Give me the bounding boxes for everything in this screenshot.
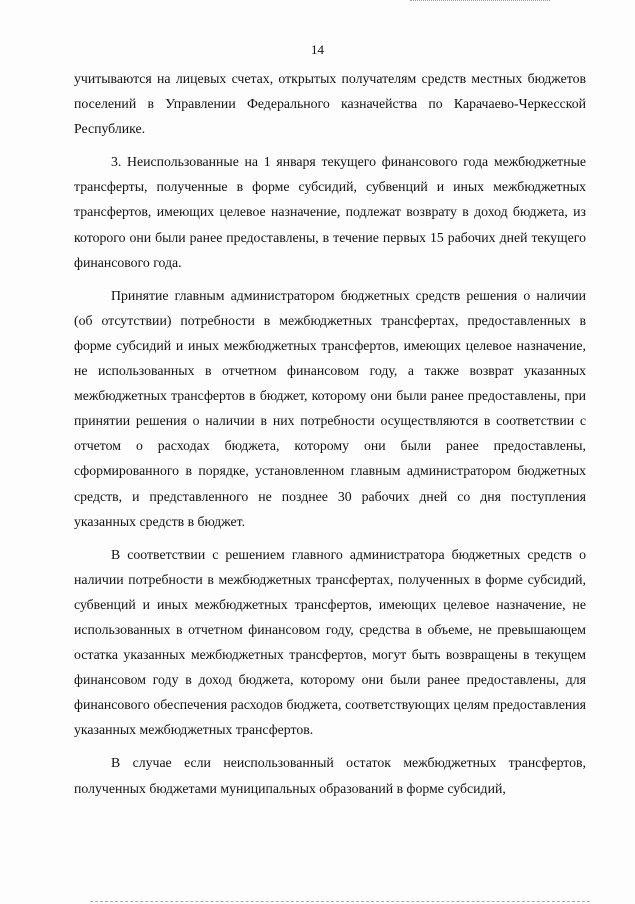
paragraph-return-funds: В соответствии с решением главного администратора бюджетных средств о наличии потребности в межбюджетных трансфертах, полученных в форме субсидий, субвенций и иных межбюджетных трансфертов, имеющих целевое назначение, не использованных в отчетном финансовом году, средства в объеме, не превышающем остатка указанных межбюджетных трансфертов, могут быть возвращены в текущем финансовом году в доход бюджета, которому они были ранее предоставлены, для финансового обеспечения расходов бюджета, соответствующих целям предоставления указанных межбюджетных трансфертов. — [74, 546, 586, 738]
paragraph-unused-remainder: В случае если неиспользованный остаток межбюджетных трансфертов, полученных бюджетами муниципальных образований в форме субсидий, — [74, 755, 586, 796]
scan-artifact-top — [410, 0, 550, 4]
page-number: 14 — [311, 42, 324, 57]
paragraph-continuation: учитываются на лицевых счетах, открытых получателям средств местных бюджетов поселений в Управлении Федерального казначейства по Карачаево-Черкесской Республике. — [74, 71, 586, 137]
document-body — [74, 66, 586, 801]
paragraph-decision-acceptance: Принятие главным администратором бюджетных средств решения о наличии (об отсутствии) потребности в межбюджетных трансфертах, предоставленных в форме субсидий и иных межбюджетных трансфертов, имеющих целевое назначение, не использованных в отчетном финансовом году, а также возврат указанных межбюджетных трансфертов в бюджет, которому они были ранее предоставлены, при принятии решения о наличии в них потребности осуществляются в соответствии с отчетом о расходах бюджета, которому они были ранее предоставлены, сформированного в порядке, установленном главным администратором бюджетных средств, и представленного не позднее 30 рабочих дней со дня поступления указанных средств в бюджет. — [74, 287, 586, 529]
scan-artifact-bottom — [90, 899, 590, 902]
paragraph-item-3: 3. Неиспользованные на 1 января текущего финансового года межбюджетные трансферты, полученные в форме субсидий, субвенций и иных межбюджетных трансфертов, имеющих целевое назначение, подлежат возврату в доход бюджета, из которого они были ранее предоставлены, в течение первых 15 рабочих дней текущего финансового года. — [74, 154, 586, 270]
